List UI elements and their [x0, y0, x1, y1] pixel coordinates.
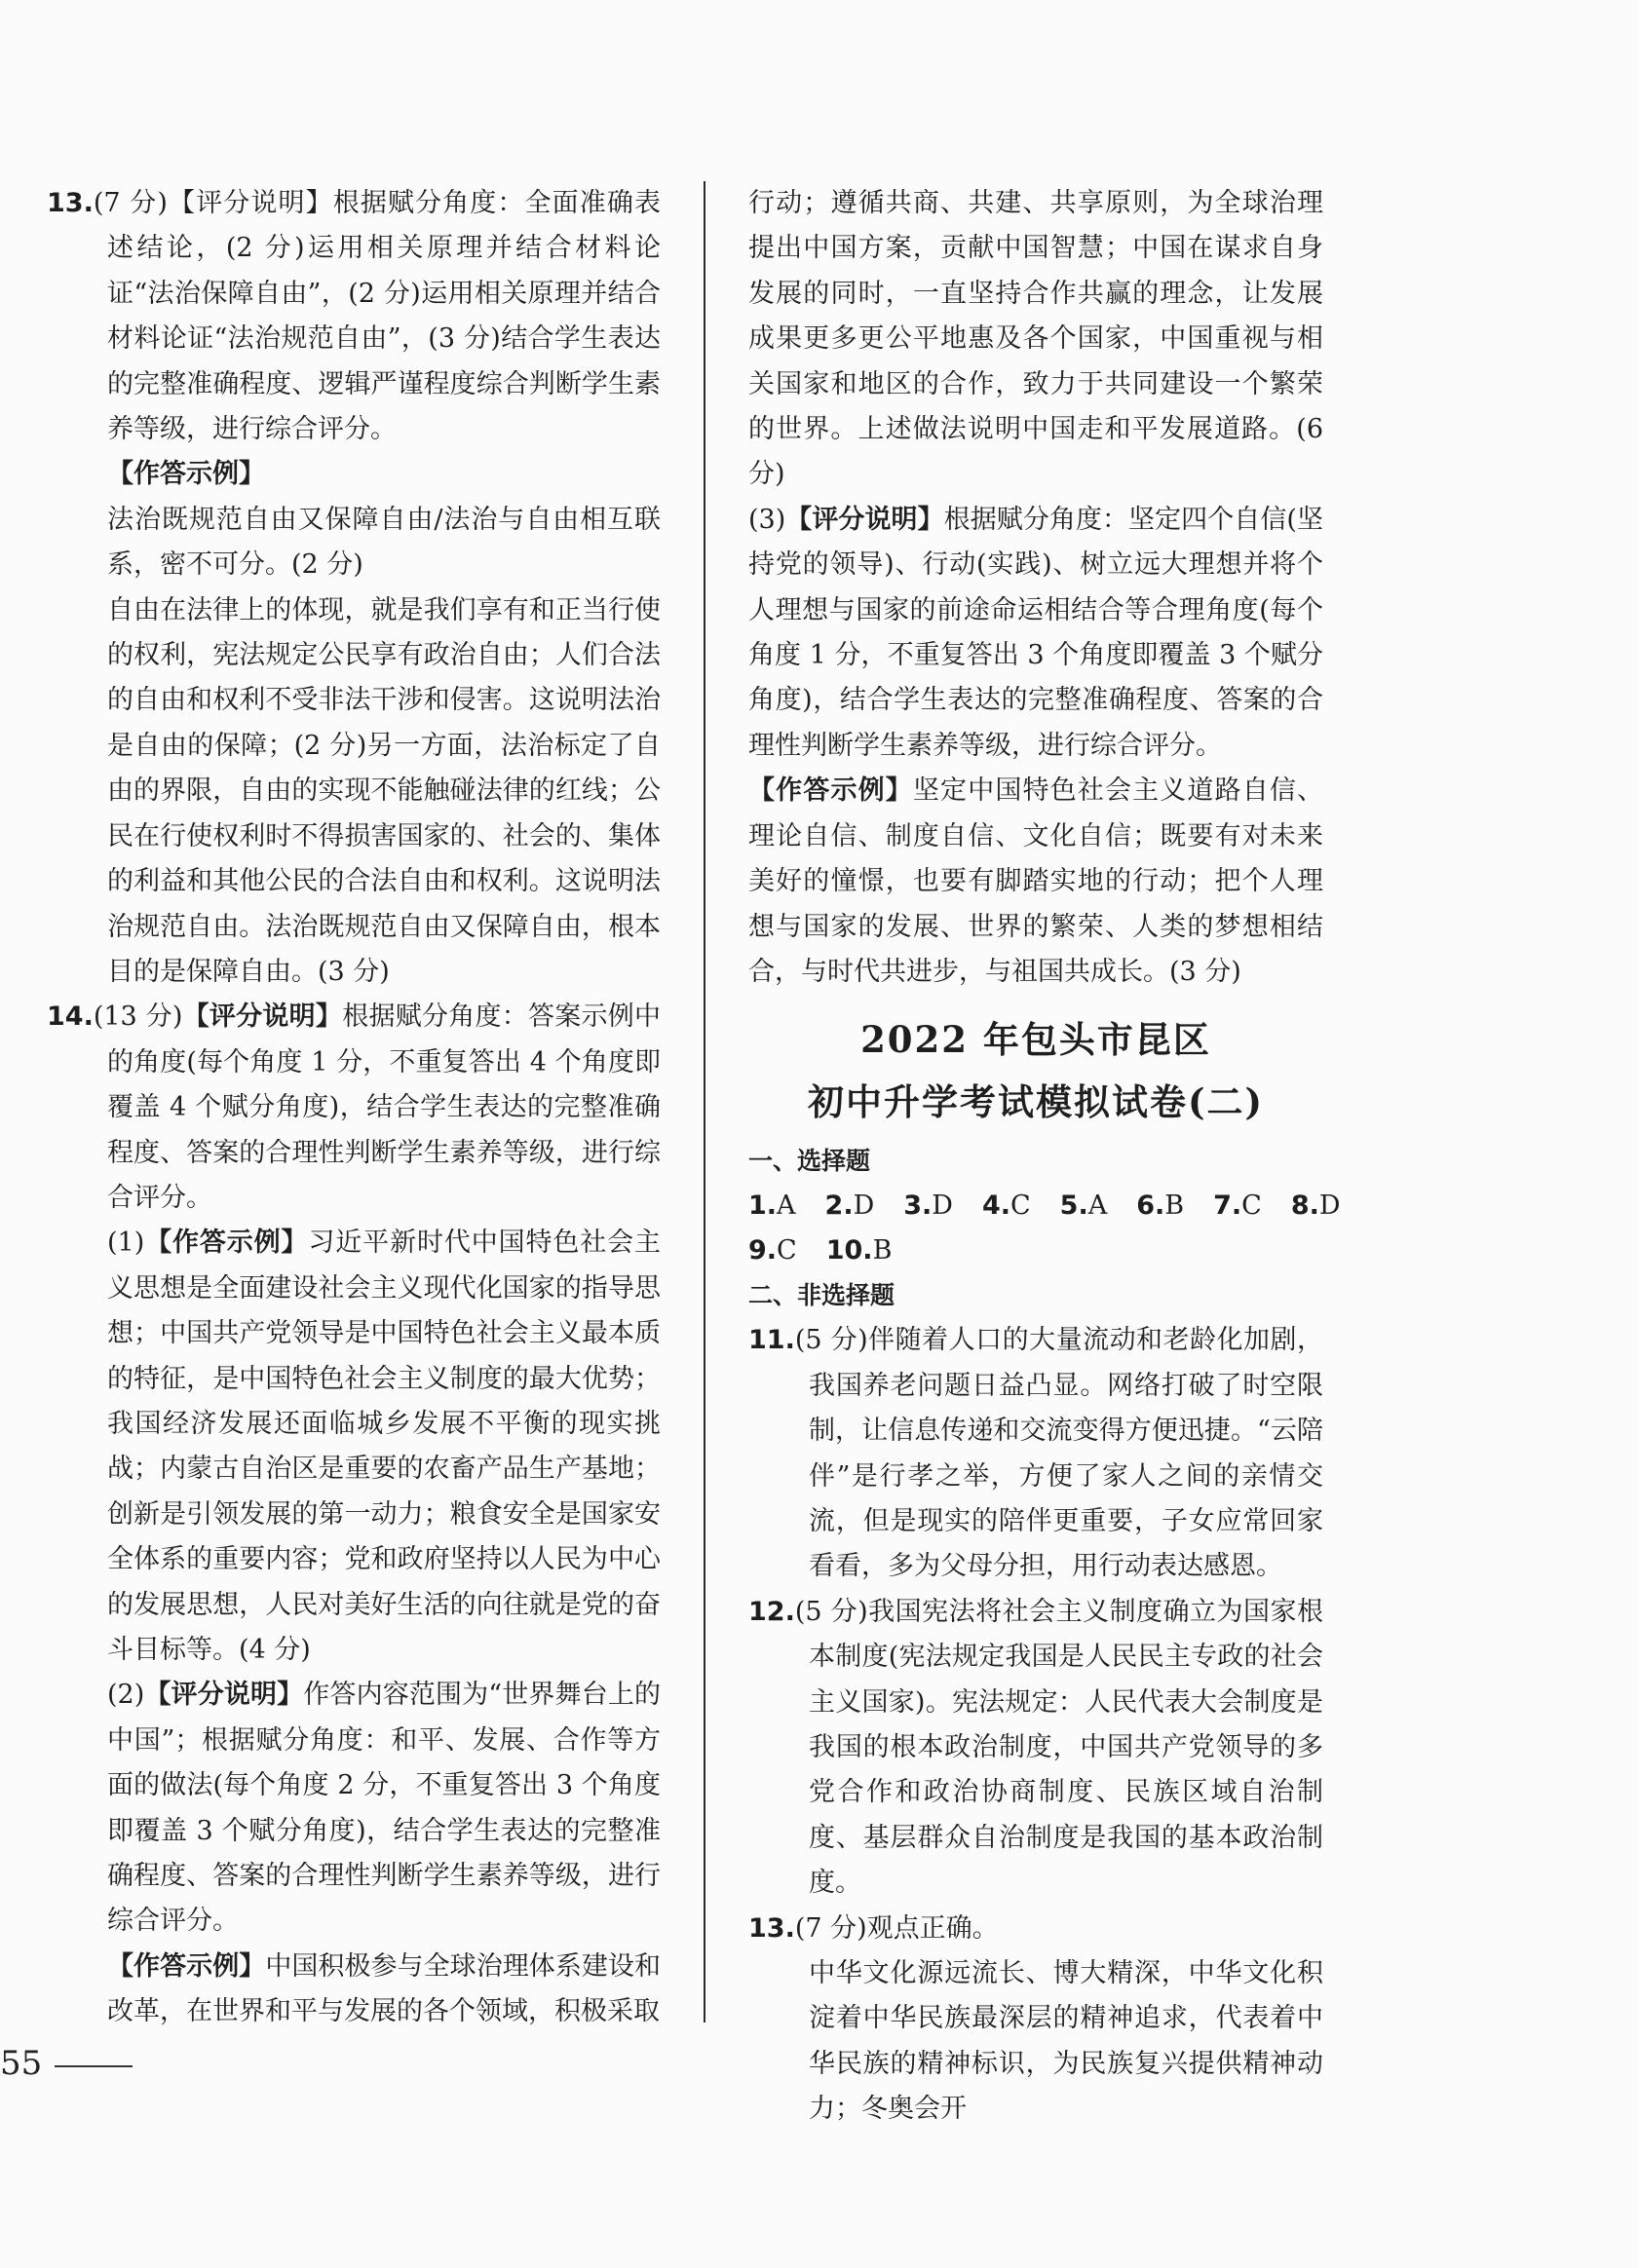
answer-number: 3.	[903, 1191, 933, 1222]
answer-item	[1136, 1184, 1184, 1228]
q13-scoring	[47, 181, 661, 452]
page-number: 55	[0, 2044, 43, 2083]
left-column	[47, 181, 661, 2035]
question-number: 14.	[47, 1002, 94, 1033]
q14-sub2	[47, 1673, 661, 1944]
answer-item	[982, 1184, 1031, 1228]
answer-letter: D	[932, 1191, 953, 1222]
q14-sub3	[748, 498, 1323, 769]
sub-number: (2)	[107, 1680, 145, 1711]
answer-number: 7.	[1213, 1191, 1242, 1222]
answer-row	[748, 1228, 1323, 1273]
sub-number: (1)	[107, 1228, 145, 1259]
answer-letter: D	[1318, 1191, 1341, 1222]
q13-answer	[748, 1907, 1323, 1951]
q13-scoring-text: (7 分)【评分说明】根据赋分角度：全面准确表述结论，(2 分)运用相关原理并结合材料论证“法治保障自由”，(2 分)运用相关原理并结合材料论证“法治规范自由”，(3 分)结合学生表达的完整准确程度、逻辑严谨程度综合判断学生素养等级，进行综合评分。	[93, 188, 661, 445]
section-heading-nonchoice: 二、非选择题	[748, 1281, 895, 1310]
q14-sub1-text: 习近平新时代中国特色社会主义思想是全面建设社会主义现代化国家的指导思想；中国共产党领导是中国特色社会主义最本质的特征，是中国特色社会主义制度的最大优势；我国经济发展还面临城乡发展不平衡的现实挑战；内蒙古自治区是重要的农畜产品生产基地；创新是引领发展的第一动力；粮食安全是国家安全体系的重要内容；党和政府坚持以人民为中心的发展思想，人民对美好生活的向往就是党的奋斗目标等。(4 分)	[107, 1228, 662, 1665]
exam-title-line1: 2022 年包头市昆区	[860, 1018, 1211, 1062]
q13-example-tag	[47, 452, 661, 497]
question-number: 11.	[748, 1325, 795, 1356]
answer-number: 4.	[981, 1191, 1010, 1222]
answer-letter: D	[853, 1191, 875, 1222]
answer-item	[826, 1228, 893, 1273]
section-heading-choice: 一、选择题	[748, 1147, 871, 1176]
answer-number: 8.	[1290, 1191, 1319, 1222]
answer-letter: B	[1164, 1191, 1185, 1222]
answer-letter: B	[872, 1235, 893, 1266]
q13-example-p1: 法治既规范自由又保障自由/法治与自由相互联系，密不可分。(2 分)	[107, 504, 661, 581]
answer-letter: A	[777, 1191, 796, 1222]
q11-text: (5 分)伴随着人口的大量流动和老龄化加剧，我国养老问题日益凸显。网络打破了时空限制，让信息传递和交流变得方便迅捷。“云陪伴”是行孝之举，方便了家人之间的亲情交流，但是现实的陪伴更重要，子女应常回家看看，多为父母分担，用行动表达感恩。	[794, 1325, 1323, 1582]
answer-number: 6.	[1136, 1191, 1165, 1222]
answer-number: 1.	[748, 1191, 778, 1222]
q14-sub1	[47, 1221, 661, 1673]
q14-sub3-text: 根据赋分角度：坚定四个自信(坚持党的领导)、行动(实践)、树立远大理想并将个人理想与国家的前途命运相结合等合理角度(每个角度 1 分，不重复答出 3 个角度即覆盖 3 个赋分角度)，结合学生表达的完整准确程度、答案的合理性判断学生素养等级，进行综合评分。	[748, 504, 1323, 761]
answer-number: 10.	[825, 1235, 873, 1266]
question-number: 13.	[748, 1912, 795, 1944]
q14-scoring	[47, 995, 661, 1221]
question-number: 12.	[748, 1596, 795, 1627]
question-number: 13.	[47, 188, 94, 218]
page-number-rule	[55, 2065, 133, 2067]
example-tag: 【作答示例】	[107, 459, 265, 490]
example-tag: 【作答示例】	[748, 775, 913, 807]
answer-item	[748, 1184, 796, 1228]
q14-sub2-example-text: 中国积极参与全球治理体系建设和改革，在世界和平与发展的各个领域，积极采取	[107, 1950, 662, 2027]
q14-points: (13 分)	[93, 1002, 183, 1033]
scoring-tag: 【评分说明】	[182, 1002, 343, 1033]
answer-letter: C	[777, 1235, 797, 1266]
answer-letter: C	[1010, 1191, 1031, 1222]
q13-example-p2: 自由在法律上的体现，就是我们享有和正当行使的权利，宪法规定公民享有政治自由；人们合法的自由和权利不受非法干涉和侵害。这说明法治是自由的保障；(2 分)另一方面，法治标定了自由的界限，自由的实现不能触碰法律的红线；公民在行使权利时不得损害国家的、社会的、集体的利益和其他公民的合法自由和权利。这说明法治规范自由。法治既规范自由又保障自由，根本目的是保障自由。(3 分)	[107, 594, 661, 987]
q14-sub2-example	[47, 1945, 661, 2035]
answer-item	[903, 1184, 953, 1228]
answer-letter: A	[1087, 1191, 1108, 1222]
answer-number: 5.	[1059, 1191, 1088, 1222]
answer-item	[748, 1228, 797, 1273]
answer-letter: C	[1241, 1191, 1262, 1222]
right-column	[748, 181, 1341, 2133]
scoring-tag: 【评分说明】	[144, 1680, 304, 1711]
column-divider	[704, 181, 705, 2022]
exam-title-line2: 初中升学考试模拟试卷(二)	[807, 1080, 1264, 1124]
example-tag: 【作答示例】	[144, 1228, 309, 1259]
example-tag: 【作答示例】	[107, 1950, 266, 1982]
q14-scoring-text: 根据赋分角度：答案示例中的角度(每个角度 1 分，不重复答出 4 个角度即覆盖 4 个赋分角度)，结合学生表达的完整准确程度、答案的合理性判断学生素养等级，进行综合评分。	[107, 1002, 662, 1213]
answer-number: 2.	[824, 1191, 854, 1222]
q14-sub3-example	[748, 769, 1323, 995]
q14-sub3-example-text: 坚定中国特色社会主义道路自信、理论自信、制度自信、文化自信；既要有对未来美好的憧憬，也要有脚踏实地的行动；把个人理想与国家的发展、世界的繁荣、人类的梦想相结合，与时代共进步，与祖国共成长。(3 分)	[748, 775, 1324, 987]
answer-item	[1291, 1184, 1341, 1228]
q12-text: (5 分)我国宪法将社会主义制度确立为国家根本制度(宪法规定我国是人民民主专政的社会主义国家)。宪法规定：人民代表大会制度是我国的根本政治制度，中国共产党领导的多党合作和政治协商制度、民族区域自治制度、基层群众自治制度是我国的基本政治制度。	[794, 1596, 1323, 1899]
answer-number: 9.	[748, 1235, 778, 1266]
q12-answer	[748, 1590, 1323, 1907]
answer-item	[1213, 1184, 1262, 1228]
q14-sub2-text: 作答内容范围为“世界舞台上的中国”；根据赋分角度：和平、发展、合作等方面的做法(每个角度 2 分，不重复答出 3 个角度即覆盖 3 个赋分角度)，结合学生表达的完整准确程度、答案的合理性判断学生素养等级，进行综合评分。	[107, 1680, 661, 1937]
q13-text: (7 分)观点正确。	[794, 1912, 999, 1944]
q14-sub2-continuation: 行动；遵循共商、共建、共享原则，为全球治理提出中国方案，贡献中国智慧；中国在谋求自身发展的同时，一直坚持合作共赢的理念，让发展成果更多更公平地惠及各个国家，中国重视与相关国家和地区的合作，致力于共同建设一个繁荣的世界。上述做法说明中国走和平发展道路。(6 分)	[748, 188, 1323, 490]
q11-answer	[748, 1318, 1323, 1589]
scoring-tag: 【评分说明】	[785, 504, 944, 535]
q13-body: 中华文化源远流长、博大精深，中华文化积淀着中华民族最深层的精神追求，代表着中华民族的精神标识，为民族复兴提供精神动力；冬奥会开	[809, 1958, 1323, 2125]
answer-item	[825, 1184, 875, 1228]
sub-number: (3)	[748, 504, 786, 535]
answer-row	[748, 1184, 1341, 1228]
answer-item	[1060, 1184, 1108, 1228]
